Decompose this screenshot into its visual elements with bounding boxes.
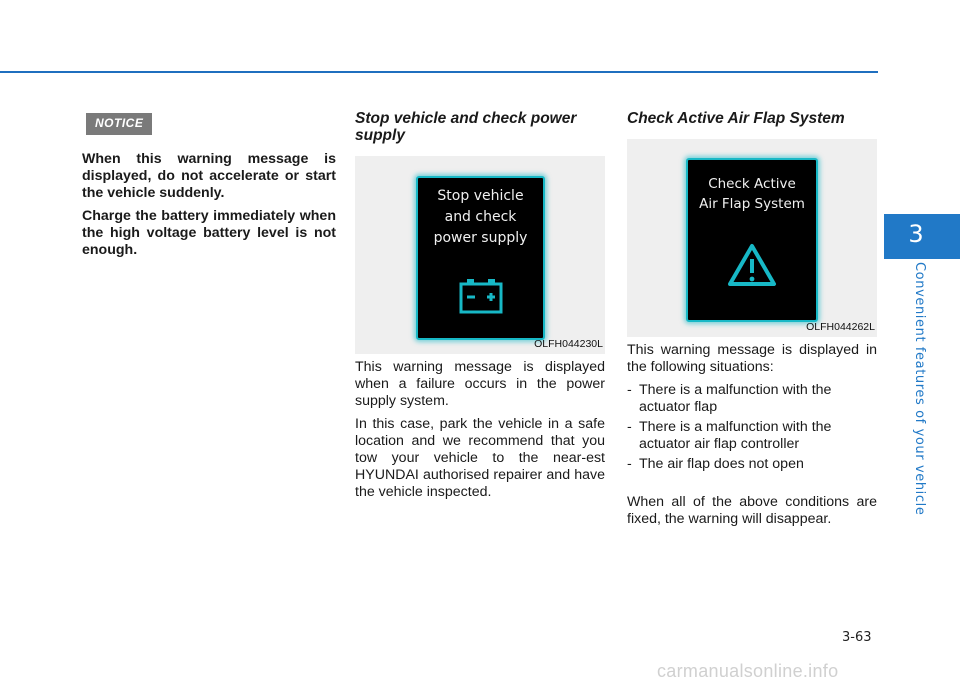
watermark: carmanualsonline.info <box>657 661 839 681</box>
air-flap-outro: When all of the above conditions are fixed, the warning will disappear. <box>627 494 877 527</box>
notice-badge: NOTICE <box>86 113 152 135</box>
air-flap-intro: This warning message is displayed in the following situations: <box>627 342 877 375</box>
power-supply-paragraph-2: In this case, park the vehicle in a safe location and we recommend that you tow your vehicle to the near-est HYUNDAI authorised repairer and have the vehicle inspected. <box>355 416 605 500</box>
power-supply-column <box>355 110 605 507</box>
section-heading-power-supply: Stop vehicle and check power supply <box>355 110 577 144</box>
header-rule <box>0 71 878 73</box>
section-heading-air-flap: Check Active Air Flap System <box>627 110 845 127</box>
warning-triangle-icon <box>726 242 778 288</box>
chapter-number: 3 <box>908 220 924 248</box>
display-message: Stop vehicle and check power supply <box>433 188 528 246</box>
list-item: - The air flap does not open <box>627 456 804 472</box>
figure-code: OLFH044262L <box>806 321 875 333</box>
battery-icon <box>458 276 504 316</box>
notice-paragraph-1: When this warning message is displayed, do not accelerate or start the vehicle suddenly. <box>82 151 336 201</box>
air-flap-figure <box>627 139 877 337</box>
air-flap-column <box>627 110 877 534</box>
notice-column <box>82 113 336 265</box>
list-item: - There is a malfunction with the actuator air flap controller <box>627 419 832 452</box>
cluster-display <box>686 158 818 322</box>
display-message: Check Active Air Flap System <box>699 176 805 212</box>
figure-code: OLFH044230L <box>534 338 603 350</box>
power-supply-paragraph-1: This warning message is displayed when a failure occurs in the power supply system. <box>355 359 605 409</box>
chapter-title: Convenient features of your vehicle <box>912 262 927 516</box>
list-item: - There is a malfunction with the actuator flap <box>627 382 832 415</box>
power-supply-figure <box>355 156 605 354</box>
page-number: 3-63 <box>842 630 872 645</box>
cluster-display <box>416 176 545 340</box>
notice-paragraph-2: Charge the battery immediately when the high voltage battery level is not enough. <box>82 208 336 258</box>
